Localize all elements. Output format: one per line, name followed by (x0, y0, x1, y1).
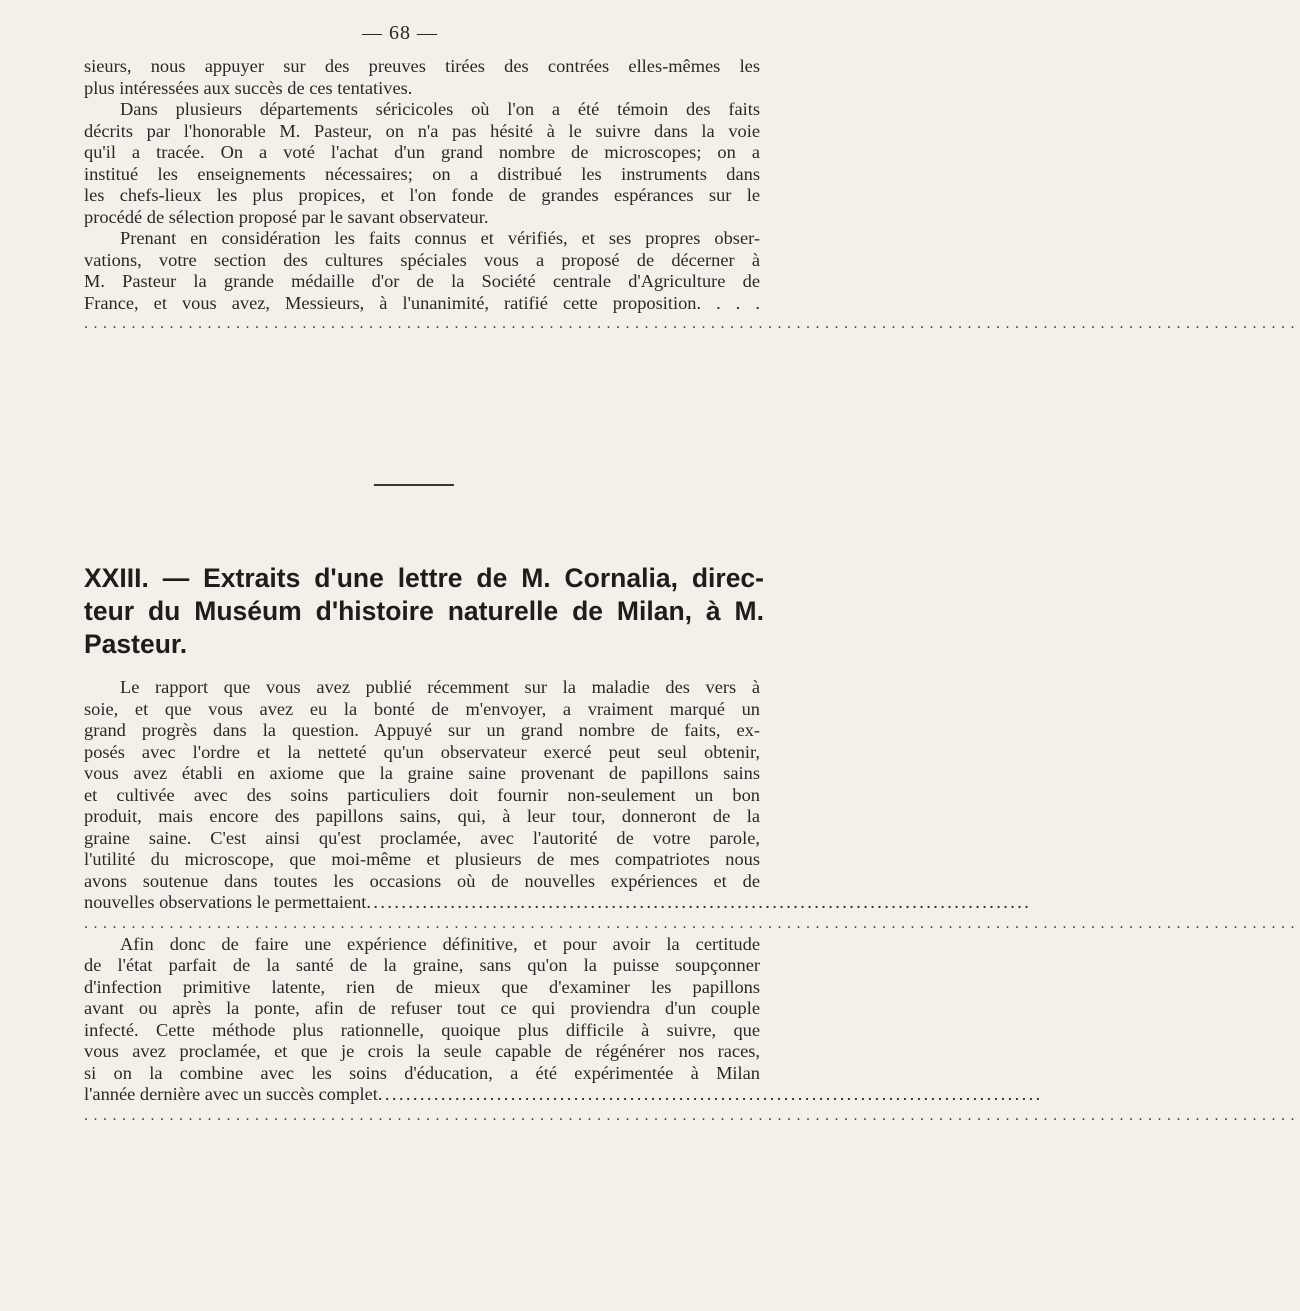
text-line: de l'état parfait de la santé de la graine, sans qu'on la puisse soupçonner (84, 955, 760, 975)
text-run: l'année dernière avec un succès complet (84, 1084, 378, 1104)
text-line: Le rapport que vous avez publié récemment sur la maladie des vers à (120, 677, 760, 697)
text-line: l'utilité du microscope, que moi-même et plusieurs de mes compatriotes nous (84, 849, 760, 869)
text-line: infecté. Cette méthode plus rationnelle, quoique plus difficile à suivre, que (84, 1019, 760, 1040)
text-line: soie, et que vous avez eu la bonté de m'envoyer, a vraiment marqué un (84, 698, 760, 719)
text-block-top (84, 56, 1300, 334)
paragraph-1 (84, 56, 760, 99)
text-line: vous avez établi en axiome que la graine saine provenant de papillons sains (84, 763, 760, 783)
text-line: avons soutenue dans toutes les occasions où de nouvelles expériences et de (84, 870, 760, 891)
heading-line: XXIII. — Extraits d'une lettre de M. Cornalia, direc- (84, 563, 764, 593)
section-heading (84, 562, 764, 661)
text-line: grand progrès dans la question. Appuyé sur un grand nombre de faits, ex- (84, 720, 760, 740)
dot-leader: ............................................................................................... (377, 1084, 1043, 1104)
text-line: et cultivée avec des soins particuliers doit fournir non-seulement un bon (84, 784, 760, 805)
text-line: décrits par l'honorable M. Pasteur, on n'a pas hésité à le suivre dans la voie (84, 120, 760, 141)
text-line: graine saine. C'est ainsi qu'est proclamée, avec l'autorité de votre parole, (84, 827, 760, 848)
text-line: d'infection primitive latente, rien de mieux que d'examiner les papillons (84, 976, 760, 997)
text-line: qu'il a tracée. On a voté l'achat d'un grand nombre de microscopes; on a (84, 142, 760, 162)
text-line-with-leader (84, 1084, 1043, 1106)
text-line: Dans plusieurs départements séricicoles où l'on a été témoin des faits (120, 99, 760, 119)
paragraph-2 (84, 99, 760, 121)
dot-leader: ............................................................................................... (366, 892, 1032, 912)
text-line: sieurs, nous appuyer sur des preuves tirées des contrées elles-mêmes les (84, 56, 760, 76)
ellipsis-row: ................................................................................................................................ (84, 315, 1300, 332)
text-line: avant ou après la ponte, afin de refuser tout ce qui proviendra d'un couple (84, 998, 760, 1018)
ellipsis-row: ................................................................................................................................ (84, 1106, 1300, 1124)
paragraph-5 (84, 934, 760, 956)
text-line: institué les enseignements nécessaires; on a distribué les instruments dans (84, 163, 760, 184)
text-line: procédé de sélection proposé par le savant observateur. (84, 206, 489, 227)
paragraph-3 (84, 228, 760, 250)
text-line: vous avez proclamée, et que je crois la seule capable de régénérer nos races, (84, 1041, 760, 1061)
text-line: plus intéressées aux succès de ces tentatives. (84, 77, 413, 98)
text-run: nouvelles observations le permettaient (84, 892, 367, 912)
text-line: posés avec l'ordre et la netteté qu'un observateur exercé peut seul obtenir, (84, 741, 760, 762)
heading-line: teur du Muséum d'histoire naturelle de Milan, à M. (84, 596, 764, 626)
paragraph-4 (84, 677, 760, 699)
text-line: Prenant en considération les faits connus et vérifiés, et ses propres obser- (120, 228, 760, 248)
paragraph-5-cont (84, 955, 1043, 1106)
text-line: France, et vous avez, Messieurs, à l'unanimité, ratifié cette proposition. . . . (84, 292, 760, 313)
text-line: vations, votre section des cultures spéciales vous a proposé de décerner à (84, 249, 760, 270)
text-line: Afin donc de faire une expérience définitive, et pour avoir la certitude (120, 933, 760, 954)
heading-line: Pasteur. (84, 629, 188, 659)
section-divider (374, 484, 454, 486)
ellipsis-row: ................................................................................................................................ (84, 914, 1300, 932)
paragraph-3-cont (84, 250, 760, 315)
text-line: M. Pasteur la grande médaille d'or de la Société centrale d'Agriculture de (84, 271, 760, 291)
text-line-with-leader (84, 892, 1032, 914)
text-line: les chefs-lieux les plus propices, et l'on fonde de grandes espérances sur le (84, 185, 760, 205)
page-number: — 68 — (362, 22, 438, 44)
text-line: produit, mais encore des papillons sains, qui, à leur tour, donneront de la (84, 806, 760, 826)
text-line: si on la combine avec les soins d'éducation, a été expérimentée à Milan (84, 1062, 760, 1083)
paragraph-4-cont (84, 698, 1032, 914)
paragraph-2-cont (84, 121, 760, 229)
text-block-letter (84, 677, 1300, 1126)
